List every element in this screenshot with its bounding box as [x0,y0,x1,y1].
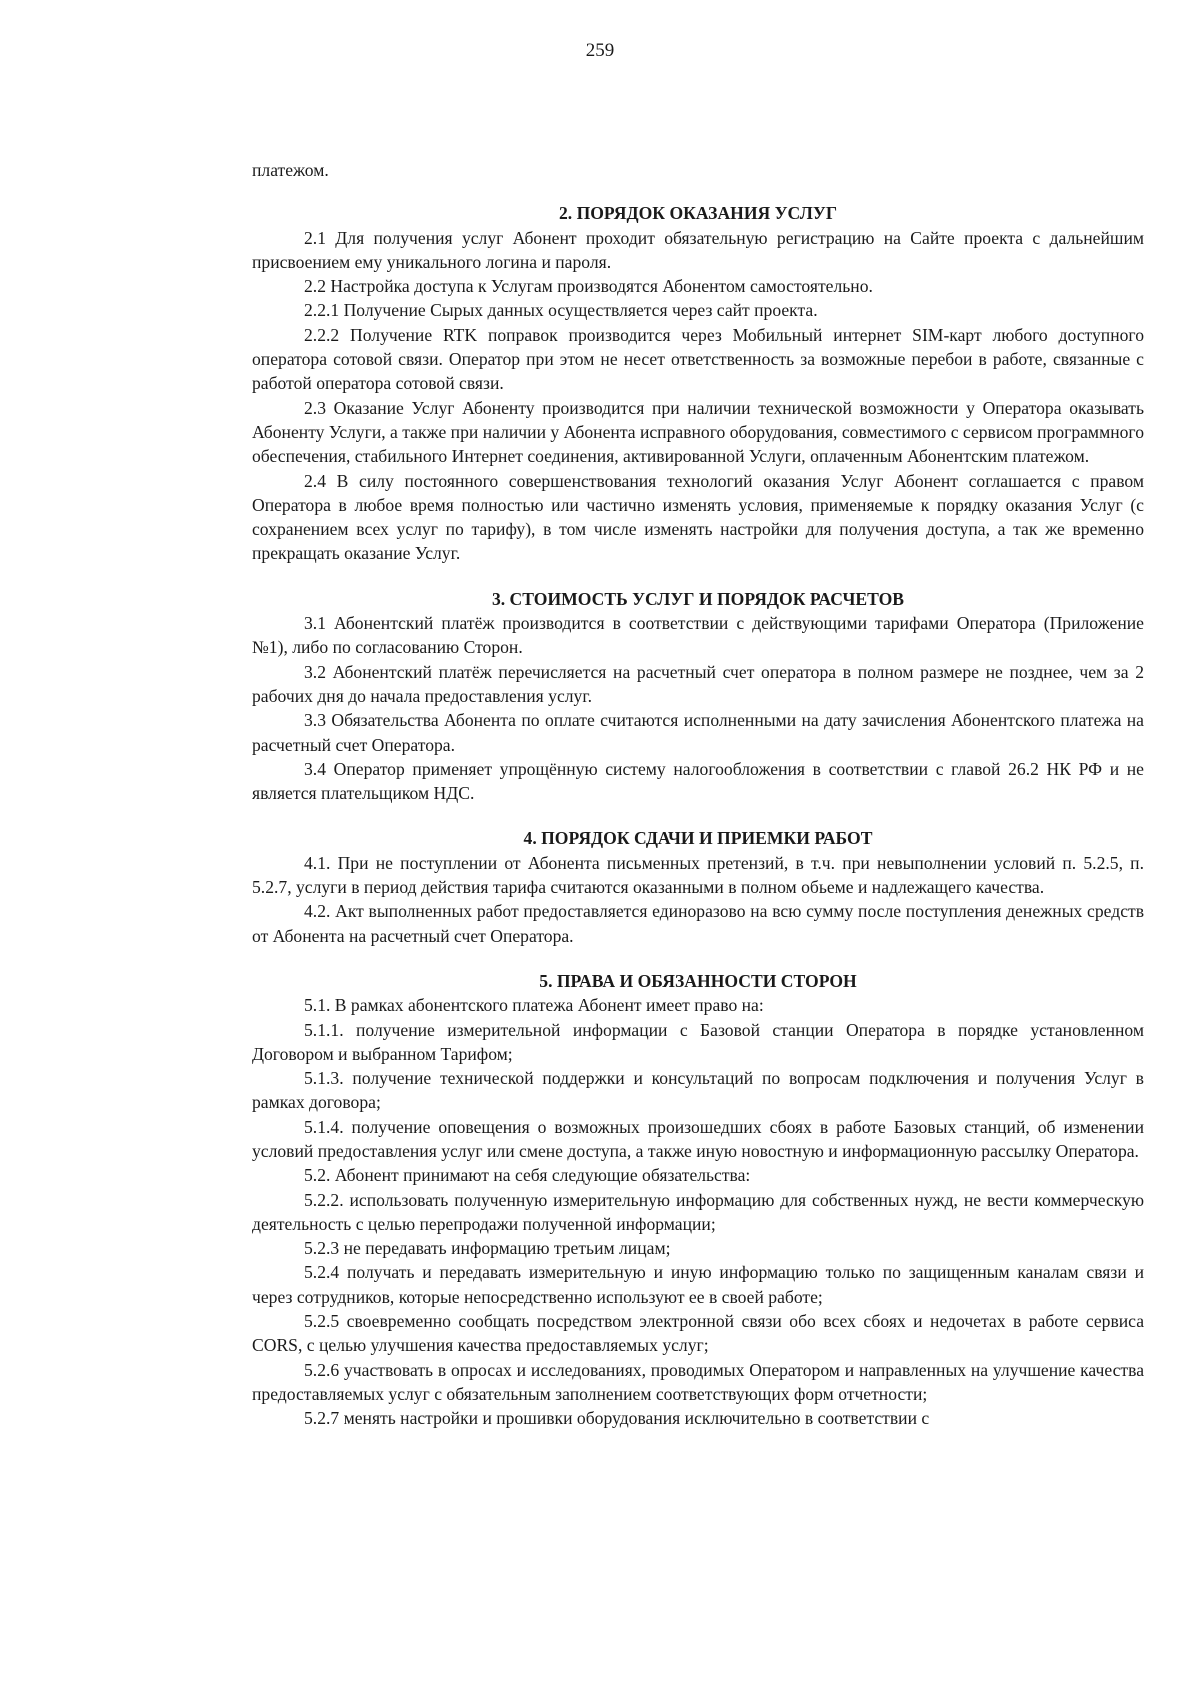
paragraph-2-2: 2.2 Настройка доступа к Услугам производятся Абонентом самостоятельно. [304,276,873,297]
paragraph-5-2-3: 5.2.3 не передавать информацию третьим лицам; [304,1238,671,1259]
continuation-text: платежом. [252,160,329,180]
paragraph-4-2: 4.2. Акт выполненных работ предоставляется единоразово на всю сумму после поступления денежных средств от Абонента на расчетный счет Оператора. [252,901,1144,946]
paragraph-5-1: 5.1. В рамках абонентского платежа Абонент имеет право на: [304,995,764,1016]
paragraph-5-2-5: 5.2.5 своевременно сообщать посредством электронной связи обо всех сбоях и недочетах в работе сервиса CORS, с целью улучшения качества предоставляемых услуг; [252,1311,1144,1356]
paragraph-3-1: 3.1 Абонентский платёж производится в соответствии с действующими тарифами Оператора (Приложение №1), либо по согласованию Сторон. [252,613,1144,658]
paragraph-2-4: 2.4 В силу постоянного совершенствования технологий оказания Услуг Абонент соглашается с правом Оператора в любое время полностью или частично изменять условия, применяемые к порядку оказания Услуг (с сохранением всех услуг по тарифу), в том числе изменять настройки для получения доступа, а так же временно прекращать оказание Услуг. [252,470,1144,564]
section-heading-5: 5. ПРАВА И ОБЯЗАННОСТИ СТОРОН [539,970,857,991]
paragraph-3-2: 3.2 Абонентский платёж перечисляется на расчетный счет оператора в полном размере не позднее, чем за 2 рабочих дня до начала предоставления услуг. [252,661,1144,706]
paragraph-2-1: 2.1 Для получения услуг Абонент проходит обязательную регистрацию на Сайте проекта с дальнейшим присвоением ему уникального логина и пароля. [252,227,1144,272]
paragraph-2-2-2: 2.2.2 Получение RTK поправок производится через Мобильный интернет SIM-карт любого доступного оператора сотовой связи. Оператор при этом не несет ответственность за возможные перебои в работе, связанные с работой оператора сотовой связи. [252,324,1144,394]
paragraph-5-2: 5.2. Абонент принимают на себя следующие обязательства: [304,1165,751,1186]
paragraph-5-2-7: 5.2.7 менять настройки и прошивки оборудования исключительно в соответствии с [304,1408,930,1429]
paragraph-5-2-6: 5.2.6 участвовать в опросах и исследованиях, проводимых Оператором и направленных на улучшение качества предоставляемых услуг с обязательным заполнением соответствующих форм отчетности; [252,1359,1144,1404]
paragraph-3-3: 3.3 Обязательства Абонента по оплате считаются исполненными на дату зачисления Абонентского платежа на расчетный счет Оператора. [252,710,1144,755]
paragraph-5-1-4: 5.1.4. получение оповещения о возможных произошедших сбоях в работе Базовых станций, об изменении условий предоставления услуг или смене доступа, а также иную новостную и информационную рассылку Оператора. [252,1116,1144,1161]
section-heading-3: 3. СТОИМОСТЬ УСЛУГ И ПОРЯДОК РАСЧЕТОВ [491,588,905,609]
paragraph-2-3: 2.3 Оказание Услуг Абоненту производится при наличии технической возможности у Оператора оказывать Абоненту Услуги, а также при наличии у Абонента исправного оборудования, совместимого с сервисом программного обеспечения, стабильного Интернет соединения, активированной Услуги, оплаченным Абонентским платежом. [252,397,1144,467]
paragraph-5-1-3: 5.1.3. получение технической поддержки и консультаций по вопросам подключения и получения Услуг в рамках договора; [252,1068,1144,1113]
paragraph-3-4: 3.4 Оператор применяет упрощённую систему налогообложения в соответствии с главой 26.2 НК РФ и не является плательщиком НДС. [252,758,1144,804]
paragraph-4-1: 4.1. При не поступлении от Абонента письменных претензий, в т.ч. при невыполнении условий п. 5.2.5, п. 5.2.7, услуги в период действия тарифа считаются оказанными в полном обьеме и надлежащего качества. [252,852,1144,898]
section-heading-4: 4. ПОРЯДОК СДАЧИ И ПРИЕМКИ РАБОТ [523,828,873,849]
document-body [252,158,1144,1431]
page-number: 259 [585,40,615,61]
section-heading-2: 2. ПОРЯДОК ОКАЗАНИЯ УСЛУГ [558,203,838,224]
paragraph-5-1-1: 5.1.1. получение измерительной информации с Базовой станции Оператора в порядке установленном Договором и выбранном Тарифом; [252,1019,1144,1064]
paragraph-2-2-1: 2.2.1 Получение Сырых данных осуществляется через сайт проекта. [304,300,818,321]
paragraph-5-2-4: 5.2.4 получать и передавать измерительную и иную информацию только по защищенным каналам связи и через сотрудников, которые непосредственно используют ее в своей работе; [252,1262,1144,1307]
paragraph-5-2-2: 5.2.2. использовать полученную измерительную информацию для собственных нужд, не вести коммерческую деятельность с целью перепродажи полученной информации; [252,1189,1144,1234]
